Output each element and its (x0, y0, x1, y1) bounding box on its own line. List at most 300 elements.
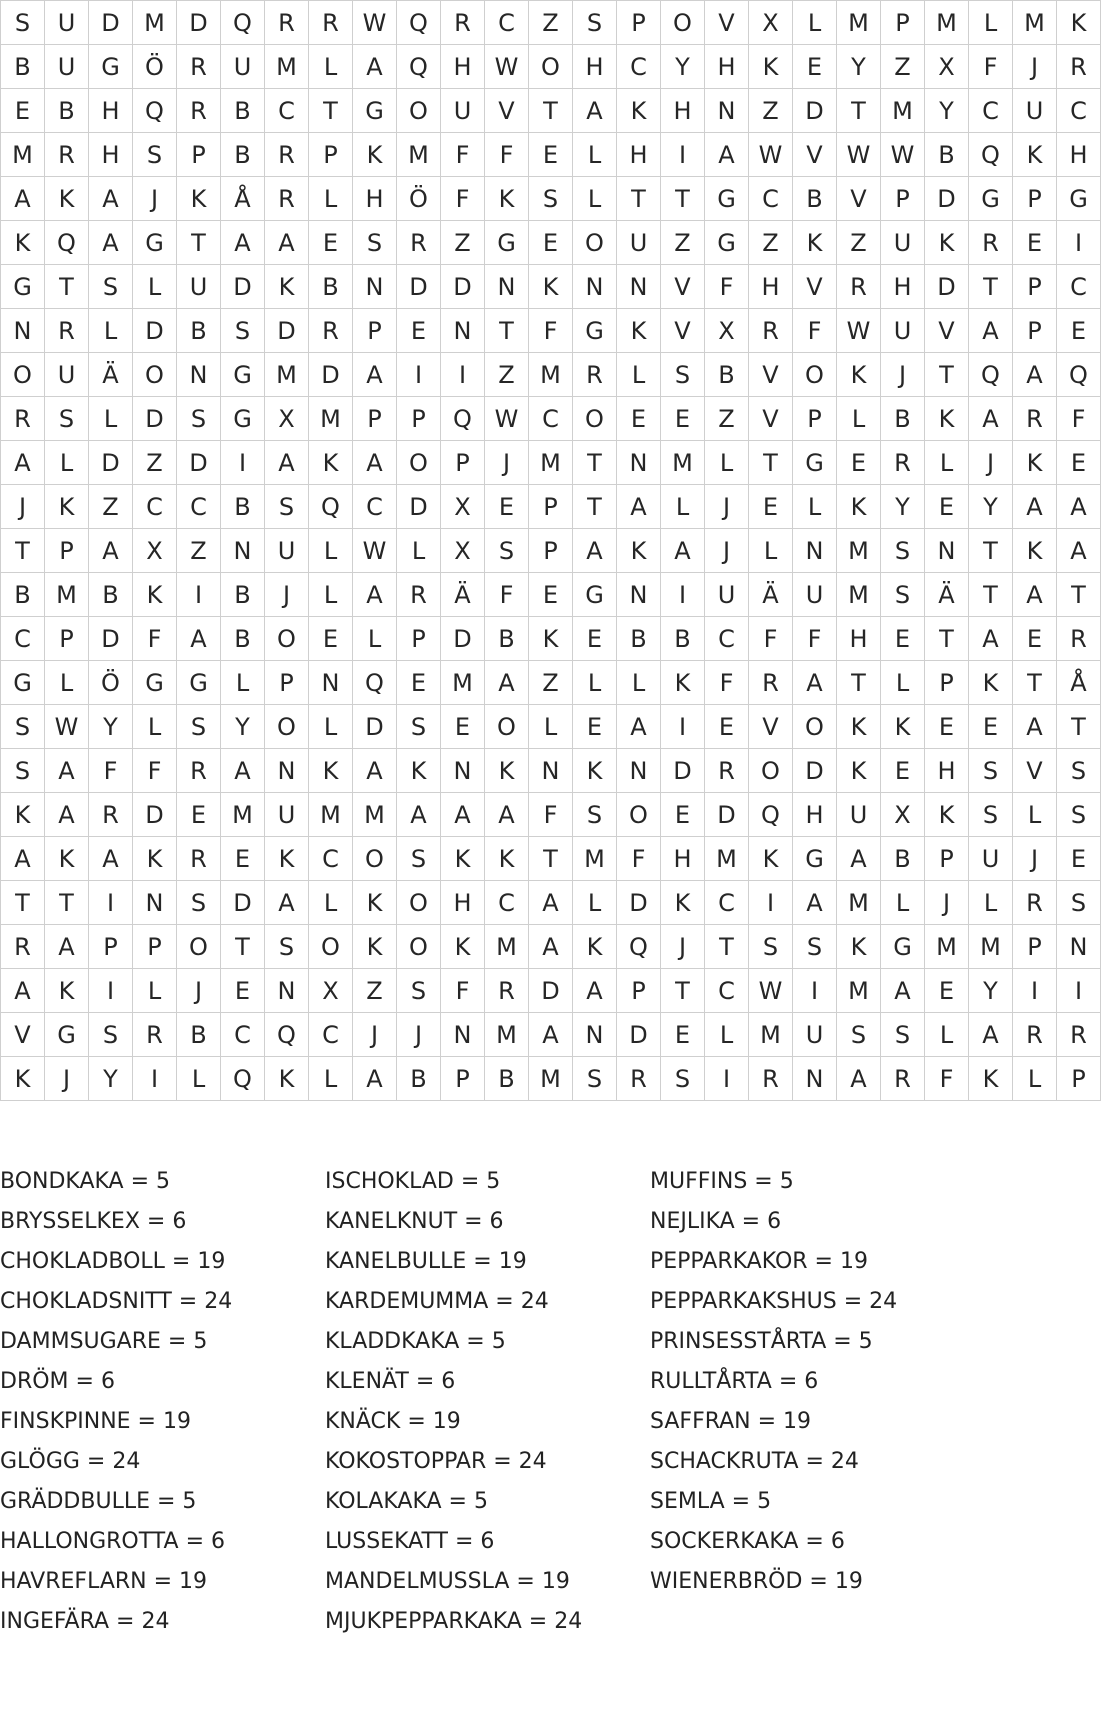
grid-cell[interactable]: K (177, 177, 221, 221)
grid-cell[interactable]: M (925, 925, 969, 969)
grid-cell[interactable]: R (397, 573, 441, 617)
grid-cell[interactable]: A (793, 881, 837, 925)
grid-cell[interactable]: E (1013, 221, 1057, 265)
grid-cell[interactable]: L (617, 661, 661, 705)
grid-cell[interactable]: J (353, 1013, 397, 1057)
grid-cell[interactable]: O (485, 705, 529, 749)
grid-cell[interactable]: E (925, 485, 969, 529)
grid-cell[interactable]: I (177, 573, 221, 617)
grid-cell[interactable]: R (1057, 1013, 1101, 1057)
grid-cell[interactable]: N (309, 661, 353, 705)
grid-cell[interactable]: R (881, 441, 925, 485)
grid-cell[interactable]: Y (837, 45, 881, 89)
grid-cell[interactable]: Ä (441, 573, 485, 617)
grid-cell[interactable]: N (441, 749, 485, 793)
grid-cell[interactable]: O (749, 749, 793, 793)
grid-cell[interactable]: P (177, 133, 221, 177)
grid-cell[interactable]: K (661, 881, 705, 925)
grid-cell[interactable]: Z (749, 221, 793, 265)
grid-cell[interactable]: S (1, 1, 45, 45)
grid-cell[interactable]: R (1, 925, 45, 969)
grid-cell[interactable]: E (969, 705, 1013, 749)
grid-cell[interactable]: S (177, 705, 221, 749)
grid-cell[interactable]: R (1013, 397, 1057, 441)
grid-cell[interactable]: F (705, 661, 749, 705)
grid-cell[interactable]: M (881, 89, 925, 133)
grid-cell[interactable]: L (309, 45, 353, 89)
grid-cell[interactable]: G (793, 837, 837, 881)
grid-cell[interactable]: D (661, 749, 705, 793)
grid-cell[interactable]: E (309, 617, 353, 661)
grid-cell[interactable]: Q (969, 353, 1013, 397)
grid-cell[interactable]: K (617, 309, 661, 353)
grid-cell[interactable]: U (793, 1013, 837, 1057)
grid-cell[interactable]: L (45, 441, 89, 485)
grid-cell[interactable]: P (397, 617, 441, 661)
grid-cell[interactable]: G (573, 309, 617, 353)
grid-cell[interactable]: O (353, 837, 397, 881)
grid-cell[interactable]: C (133, 485, 177, 529)
grid-cell[interactable]: I (397, 353, 441, 397)
grid-cell[interactable]: N (485, 265, 529, 309)
grid-cell[interactable]: E (529, 573, 573, 617)
grid-cell[interactable]: L (133, 705, 177, 749)
grid-cell[interactable]: E (309, 221, 353, 265)
grid-cell[interactable]: G (133, 221, 177, 265)
grid-cell[interactable]: K (353, 925, 397, 969)
grid-cell[interactable]: F (1057, 397, 1101, 441)
grid-cell[interactable]: X (441, 485, 485, 529)
grid-cell[interactable]: V (661, 309, 705, 353)
grid-cell[interactable]: R (749, 1057, 793, 1101)
grid-cell[interactable]: L (45, 661, 89, 705)
grid-cell[interactable]: F (705, 265, 749, 309)
grid-cell[interactable]: T (221, 925, 265, 969)
grid-cell[interactable]: V (661, 265, 705, 309)
grid-cell[interactable]: K (397, 749, 441, 793)
grid-cell[interactable]: Ä (925, 573, 969, 617)
grid-cell[interactable]: Z (485, 353, 529, 397)
grid-cell[interactable]: N (617, 749, 661, 793)
grid-cell[interactable]: D (89, 441, 133, 485)
grid-cell[interactable]: E (529, 133, 573, 177)
grid-cell[interactable]: G (705, 177, 749, 221)
grid-cell[interactable]: K (265, 1057, 309, 1101)
grid-cell[interactable]: E (617, 397, 661, 441)
grid-cell[interactable]: Y (221, 705, 265, 749)
grid-cell[interactable]: W (485, 45, 529, 89)
grid-cell[interactable]: C (265, 89, 309, 133)
grid-cell[interactable]: Q (441, 397, 485, 441)
grid-cell[interactable]: O (265, 705, 309, 749)
grid-cell[interactable]: Z (177, 529, 221, 573)
grid-cell[interactable]: A (573, 529, 617, 573)
grid-cell[interactable]: R (177, 837, 221, 881)
grid-cell[interactable]: S (133, 133, 177, 177)
grid-cell[interactable]: K (265, 837, 309, 881)
grid-cell[interactable]: H (573, 45, 617, 89)
grid-cell[interactable]: M (1013, 1, 1057, 45)
grid-cell[interactable]: C (221, 1013, 265, 1057)
grid-cell[interactable]: V (925, 309, 969, 353)
grid-cell[interactable]: G (573, 573, 617, 617)
grid-cell[interactable]: A (837, 1057, 881, 1101)
grid-cell[interactable]: I (89, 969, 133, 1013)
grid-cell[interactable]: D (529, 969, 573, 1013)
grid-cell[interactable]: S (969, 793, 1013, 837)
grid-cell[interactable]: K (617, 529, 661, 573)
grid-cell[interactable]: C (705, 881, 749, 925)
grid-cell[interactable]: L (881, 881, 925, 925)
grid-cell[interactable]: H (749, 265, 793, 309)
grid-cell[interactable]: B (221, 89, 265, 133)
grid-cell[interactable]: E (705, 705, 749, 749)
grid-cell[interactable]: L (793, 1, 837, 45)
grid-cell[interactable]: E (1057, 837, 1101, 881)
grid-cell[interactable]: O (177, 925, 221, 969)
grid-cell[interactable]: T (45, 881, 89, 925)
grid-cell[interactable]: P (45, 617, 89, 661)
grid-cell[interactable]: A (45, 925, 89, 969)
grid-cell[interactable]: N (133, 881, 177, 925)
grid-cell[interactable]: I (89, 881, 133, 925)
grid-cell[interactable]: L (969, 1, 1013, 45)
grid-cell[interactable]: B (221, 617, 265, 661)
grid-cell[interactable]: I (705, 1057, 749, 1101)
grid-cell[interactable]: A (45, 749, 89, 793)
grid-cell[interactable]: Y (925, 89, 969, 133)
grid-cell[interactable]: E (397, 661, 441, 705)
grid-cell[interactable]: S (397, 705, 441, 749)
grid-cell[interactable]: O (573, 397, 617, 441)
grid-cell[interactable]: Ä (749, 573, 793, 617)
grid-cell[interactable]: T (705, 925, 749, 969)
grid-cell[interactable]: J (1013, 837, 1057, 881)
grid-cell[interactable]: R (265, 1, 309, 45)
grid-cell[interactable]: P (89, 925, 133, 969)
grid-cell[interactable]: S (661, 353, 705, 397)
grid-cell[interactable]: K (1013, 133, 1057, 177)
grid-cell[interactable]: J (45, 1057, 89, 1101)
grid-cell[interactable]: E (925, 705, 969, 749)
grid-cell[interactable]: R (573, 353, 617, 397)
grid-cell[interactable]: T (1, 529, 45, 573)
grid-cell[interactable]: T (1057, 705, 1101, 749)
grid-cell[interactable]: Y (89, 1057, 133, 1101)
grid-cell[interactable]: F (793, 617, 837, 661)
grid-cell[interactable]: Y (969, 485, 1013, 529)
grid-cell[interactable]: I (1057, 969, 1101, 1013)
grid-cell[interactable]: E (221, 969, 265, 1013)
grid-cell[interactable]: L (969, 881, 1013, 925)
grid-cell[interactable]: K (837, 749, 881, 793)
grid-cell[interactable]: L (573, 177, 617, 221)
grid-cell[interactable]: D (617, 881, 661, 925)
grid-cell[interactable]: A (1, 969, 45, 1013)
grid-cell[interactable]: K (1013, 441, 1057, 485)
grid-cell[interactable]: A (353, 749, 397, 793)
grid-cell[interactable]: E (1057, 309, 1101, 353)
grid-cell[interactable]: W (353, 529, 397, 573)
grid-cell[interactable]: Q (265, 1013, 309, 1057)
grid-cell[interactable]: L (661, 485, 705, 529)
grid-cell[interactable]: S (1057, 793, 1101, 837)
grid-cell[interactable]: K (133, 573, 177, 617)
grid-cell[interactable]: A (573, 89, 617, 133)
grid-cell[interactable]: A (1013, 485, 1057, 529)
grid-cell[interactable]: S (1, 705, 45, 749)
grid-cell[interactable]: P (1013, 309, 1057, 353)
grid-cell[interactable]: R (309, 1, 353, 45)
grid-cell[interactable]: L (573, 133, 617, 177)
grid-cell[interactable]: K (45, 177, 89, 221)
grid-cell[interactable]: H (89, 89, 133, 133)
grid-cell[interactable]: T (837, 89, 881, 133)
grid-cell[interactable]: U (45, 1, 89, 45)
grid-cell[interactable]: W (837, 133, 881, 177)
grid-cell[interactable]: K (793, 221, 837, 265)
grid-cell[interactable]: M (309, 793, 353, 837)
grid-cell[interactable]: U (881, 221, 925, 265)
grid-cell[interactable]: S (353, 221, 397, 265)
grid-cell[interactable]: L (309, 1057, 353, 1101)
grid-cell[interactable]: S (793, 925, 837, 969)
grid-cell[interactable]: L (705, 441, 749, 485)
grid-cell[interactable]: K (133, 837, 177, 881)
grid-cell[interactable]: G (969, 177, 1013, 221)
grid-cell[interactable]: M (1, 133, 45, 177)
grid-cell[interactable]: L (573, 881, 617, 925)
grid-cell[interactable]: T (617, 177, 661, 221)
grid-cell[interactable]: K (45, 837, 89, 881)
grid-cell[interactable]: S (881, 573, 925, 617)
grid-cell[interactable]: N (441, 309, 485, 353)
grid-cell[interactable]: A (969, 617, 1013, 661)
grid-cell[interactable]: F (133, 617, 177, 661)
grid-cell[interactable]: A (617, 705, 661, 749)
grid-cell[interactable]: R (45, 309, 89, 353)
grid-cell[interactable]: K (749, 45, 793, 89)
grid-cell[interactable]: B (177, 1013, 221, 1057)
grid-cell[interactable]: U (793, 573, 837, 617)
grid-cell[interactable]: T (529, 89, 573, 133)
grid-cell[interactable]: L (837, 397, 881, 441)
grid-cell[interactable]: A (177, 617, 221, 661)
grid-cell[interactable]: W (353, 1, 397, 45)
grid-cell[interactable]: A (485, 793, 529, 837)
grid-cell[interactable]: S (177, 881, 221, 925)
grid-cell[interactable]: S (1057, 881, 1101, 925)
grid-cell[interactable]: W (45, 705, 89, 749)
grid-cell[interactable]: K (749, 837, 793, 881)
grid-cell[interactable]: R (177, 89, 221, 133)
grid-cell[interactable]: I (661, 573, 705, 617)
grid-cell[interactable]: Q (353, 661, 397, 705)
grid-cell[interactable]: T (1013, 661, 1057, 705)
grid-cell[interactable]: P (133, 925, 177, 969)
grid-cell[interactable]: N (221, 529, 265, 573)
grid-cell[interactable]: S (221, 309, 265, 353)
grid-cell[interactable]: H (441, 881, 485, 925)
grid-cell[interactable]: J (397, 1013, 441, 1057)
grid-cell[interactable]: H (925, 749, 969, 793)
grid-cell[interactable]: K (969, 661, 1013, 705)
grid-cell[interactable]: C (969, 89, 1013, 133)
grid-cell[interactable]: K (529, 617, 573, 661)
grid-cell[interactable]: N (617, 573, 661, 617)
grid-cell[interactable]: U (221, 45, 265, 89)
grid-cell[interactable]: T (969, 573, 1013, 617)
grid-cell[interactable]: M (925, 1, 969, 45)
grid-cell[interactable]: Z (749, 89, 793, 133)
grid-cell[interactable]: C (1057, 265, 1101, 309)
grid-cell[interactable]: W (837, 309, 881, 353)
grid-cell[interactable]: M (837, 573, 881, 617)
grid-cell[interactable]: I (749, 881, 793, 925)
grid-cell[interactable]: M (837, 529, 881, 573)
grid-cell[interactable]: B (221, 133, 265, 177)
grid-cell[interactable]: A (573, 969, 617, 1013)
grid-cell[interactable]: M (529, 441, 573, 485)
grid-cell[interactable]: Z (529, 661, 573, 705)
grid-cell[interactable]: T (177, 221, 221, 265)
grid-cell[interactable]: S (265, 925, 309, 969)
grid-cell[interactable]: U (969, 837, 1013, 881)
grid-cell[interactable]: N (353, 265, 397, 309)
grid-cell[interactable]: C (617, 45, 661, 89)
grid-cell[interactable]: V (793, 265, 837, 309)
grid-cell[interactable]: X (749, 1, 793, 45)
grid-cell[interactable]: P (925, 837, 969, 881)
grid-cell[interactable]: D (397, 265, 441, 309)
grid-cell[interactable]: U (837, 793, 881, 837)
grid-cell[interactable]: T (969, 265, 1013, 309)
grid-cell[interactable]: J (1013, 45, 1057, 89)
grid-cell[interactable]: F (441, 177, 485, 221)
grid-cell[interactable]: A (397, 793, 441, 837)
grid-cell[interactable]: Q (221, 1, 265, 45)
grid-cell[interactable]: N (265, 749, 309, 793)
grid-cell[interactable]: X (925, 45, 969, 89)
grid-cell[interactable]: Z (837, 221, 881, 265)
grid-cell[interactable]: C (1057, 89, 1101, 133)
grid-cell[interactable]: K (1, 793, 45, 837)
grid-cell[interactable]: A (705, 133, 749, 177)
grid-cell[interactable]: U (177, 265, 221, 309)
grid-cell[interactable]: N (793, 529, 837, 573)
grid-cell[interactable]: E (749, 485, 793, 529)
grid-cell[interactable]: G (793, 441, 837, 485)
grid-cell[interactable]: A (221, 221, 265, 265)
grid-cell[interactable]: N (705, 89, 749, 133)
grid-cell[interactable]: K (925, 397, 969, 441)
grid-cell[interactable]: O (309, 925, 353, 969)
grid-cell[interactable]: T (485, 309, 529, 353)
grid-cell[interactable]: R (749, 661, 793, 705)
grid-cell[interactable]: E (925, 969, 969, 1013)
grid-cell[interactable]: G (1057, 177, 1101, 221)
grid-cell[interactable]: A (89, 837, 133, 881)
grid-cell[interactable]: D (133, 309, 177, 353)
grid-cell[interactable]: L (617, 353, 661, 397)
grid-cell[interactable]: C (1, 617, 45, 661)
grid-cell[interactable]: R (1057, 617, 1101, 661)
grid-cell[interactable]: R (133, 1013, 177, 1057)
grid-cell[interactable]: K (837, 705, 881, 749)
grid-cell[interactable]: M (309, 397, 353, 441)
grid-cell[interactable]: F (617, 837, 661, 881)
grid-cell[interactable]: R (265, 133, 309, 177)
grid-cell[interactable]: V (749, 705, 793, 749)
grid-cell[interactable]: E (1057, 441, 1101, 485)
grid-cell[interactable]: S (485, 529, 529, 573)
grid-cell[interactable]: K (309, 749, 353, 793)
grid-cell[interactable]: V (1013, 749, 1057, 793)
grid-cell[interactable]: P (1013, 177, 1057, 221)
grid-cell[interactable]: T (925, 617, 969, 661)
grid-cell[interactable]: F (969, 45, 1013, 89)
grid-cell[interactable]: C (749, 177, 793, 221)
grid-cell[interactable]: A (485, 661, 529, 705)
grid-cell[interactable]: M (837, 1, 881, 45)
grid-cell[interactable]: A (265, 441, 309, 485)
grid-cell[interactable]: R (265, 177, 309, 221)
grid-cell[interactable]: U (617, 221, 661, 265)
grid-cell[interactable]: G (485, 221, 529, 265)
grid-cell[interactable]: S (573, 793, 617, 837)
grid-cell[interactable]: O (397, 441, 441, 485)
grid-cell[interactable]: K (309, 441, 353, 485)
grid-cell[interactable]: P (1057, 1057, 1101, 1101)
grid-cell[interactable]: S (397, 969, 441, 1013)
grid-cell[interactable]: M (573, 837, 617, 881)
grid-cell[interactable]: Ö (133, 45, 177, 89)
grid-cell[interactable]: H (353, 177, 397, 221)
grid-cell[interactable]: B (485, 617, 529, 661)
grid-cell[interactable]: R (309, 309, 353, 353)
grid-cell[interactable]: S (1057, 749, 1101, 793)
grid-cell[interactable]: Z (133, 441, 177, 485)
grid-cell[interactable]: S (45, 397, 89, 441)
grid-cell[interactable]: D (221, 881, 265, 925)
grid-cell[interactable]: P (529, 529, 573, 573)
grid-cell[interactable]: L (221, 661, 265, 705)
grid-cell[interactable]: R (485, 969, 529, 1013)
grid-cell[interactable]: G (1, 265, 45, 309)
grid-cell[interactable]: N (573, 1013, 617, 1057)
grid-cell[interactable]: C (529, 397, 573, 441)
grid-cell[interactable]: B (45, 89, 89, 133)
grid-cell[interactable]: K (617, 89, 661, 133)
grid-cell[interactable]: A (89, 177, 133, 221)
grid-cell[interactable]: K (1, 1057, 45, 1101)
grid-cell[interactable]: G (705, 221, 749, 265)
grid-cell[interactable]: K (353, 881, 397, 925)
grid-cell[interactable]: D (177, 441, 221, 485)
grid-cell[interactable]: Q (1057, 353, 1101, 397)
grid-cell[interactable]: T (661, 969, 705, 1013)
grid-cell[interactable]: K (969, 1057, 1013, 1101)
grid-cell[interactable]: Q (309, 485, 353, 529)
grid-cell[interactable]: A (617, 485, 661, 529)
grid-cell[interactable]: A (353, 573, 397, 617)
grid-cell[interactable]: O (529, 45, 573, 89)
grid-cell[interactable]: B (309, 265, 353, 309)
grid-cell[interactable]: S (265, 485, 309, 529)
grid-cell[interactable]: O (397, 881, 441, 925)
grid-cell[interactable]: A (353, 441, 397, 485)
grid-cell[interactable]: A (529, 925, 573, 969)
